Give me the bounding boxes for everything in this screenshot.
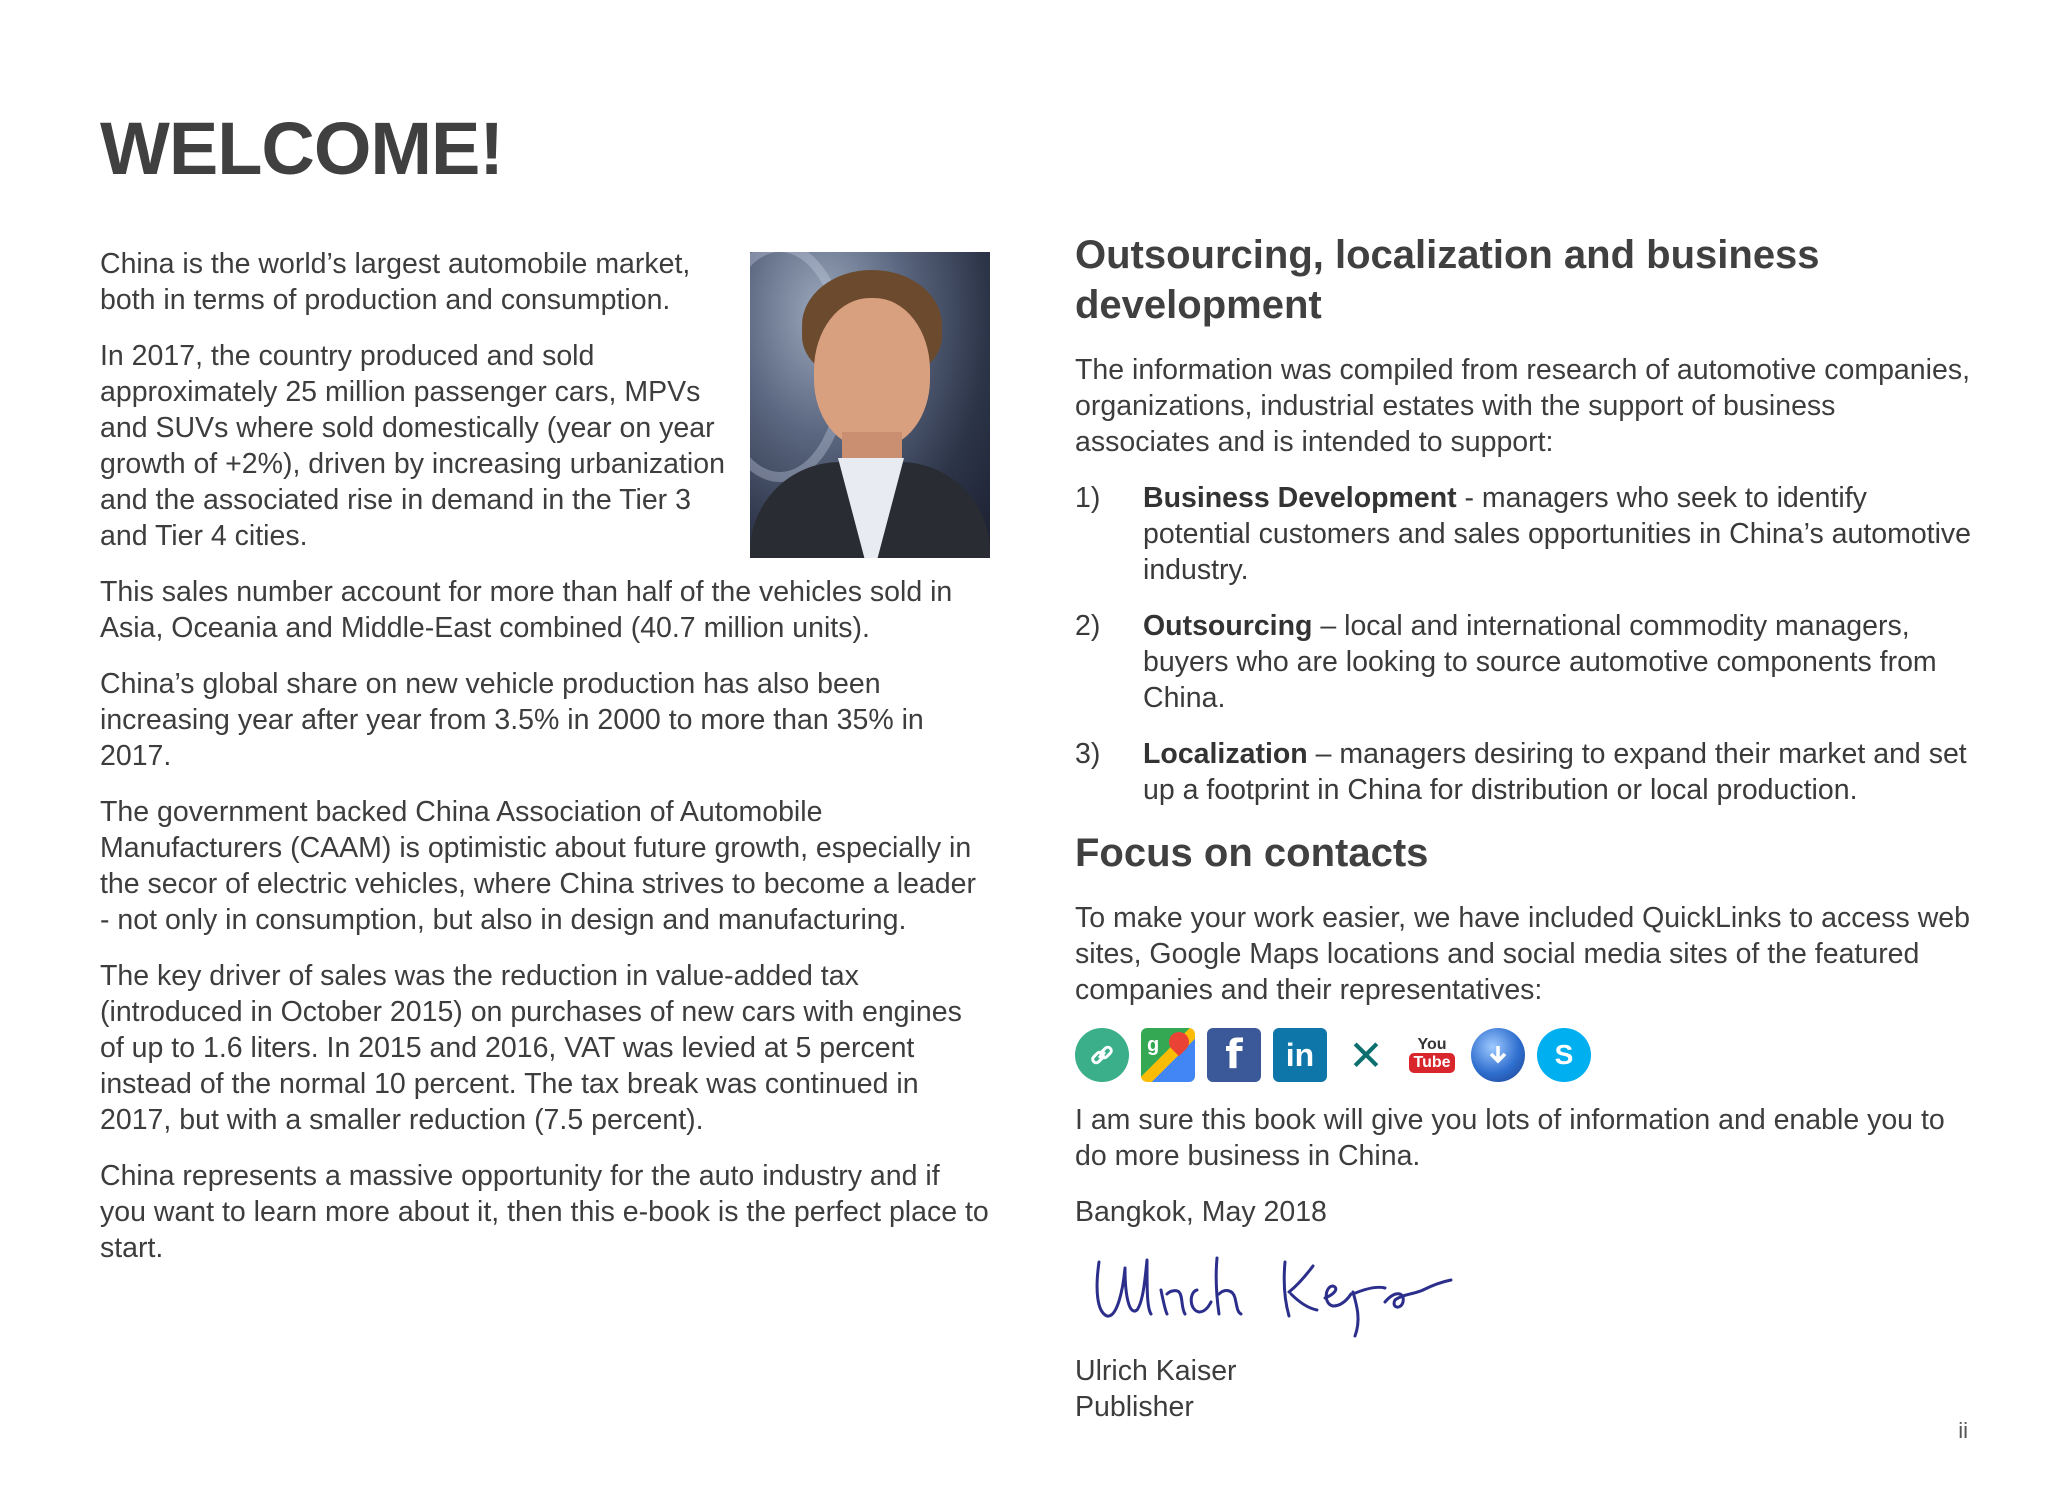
list-number: 2) <box>1075 610 1101 642</box>
list-item-description: – managers desiring to expand their market and set up a footprint in China for distribution or local production. <box>1143 738 1967 806</box>
section-heading-contacts: Focus on contacts <box>1075 831 1429 875</box>
skype-icon[interactable]: S <box>1537 1028 1591 1082</box>
publisher-role: Publisher <box>1075 1391 1194 1423</box>
intro-text: The information was compiled from research of automotive companies, organizations, industrial estates with the support of business associates and is intended to support: <box>1075 354 1970 458</box>
contacts-text: To make your work easier, we have included QuickLinks to access web sites, Google Maps locations and social media sites of the featured companies and their representatives: <box>1075 902 1971 1006</box>
list-item-description: - managers who seek to identify potential customers and sales opportunities in China’s automotive industry. <box>1143 482 1972 586</box>
signature <box>1085 1250 1975 1345</box>
page-title: WELCOME! <box>100 107 504 190</box>
list-item-description: – local and international commodity managers, buyers who are looking to source automotive components from China. <box>1143 610 1937 714</box>
list-item <box>1075 736 1975 808</box>
list-item-title: Business Development <box>1143 482 1457 514</box>
paragraph: This sales number account for more than half of the vehicles sold in Asia, Oceania and Middle-East combined (40.7 million units). <box>100 576 953 644</box>
publisher-photo <box>750 252 990 558</box>
right-column <box>1075 230 1975 1425</box>
list-number: 3) <box>1075 738 1101 770</box>
list-item <box>1075 480 1975 588</box>
link-icon[interactable] <box>1075 1028 1129 1082</box>
quicklinks-icons <box>1075 1028 1975 1082</box>
list-number: 1) <box>1075 482 1101 514</box>
google-maps-icon[interactable] <box>1141 1028 1195 1082</box>
paragraph: China’s global share on new vehicle production has also been increasing year after year from 3.5% in 2000 to more than 35% in 2017. <box>100 668 924 772</box>
paragraph: China represents a massive opportunity for the auto industry and if you want to learn more about it, then this e-book is the perfect place to start. <box>100 1160 989 1264</box>
page-number: ii <box>1958 1418 1968 1443</box>
list-item <box>1075 608 1975 716</box>
place-date: Bangkok, May 2018 <box>1075 1196 1327 1228</box>
list-item-title: Localization <box>1143 738 1308 770</box>
facebook-icon[interactable]: f <box>1207 1028 1261 1082</box>
download-icon[interactable] <box>1471 1028 1525 1082</box>
list-item-title: Outsourcing <box>1143 610 1313 642</box>
signature-block <box>1075 1353 1975 1425</box>
linkedin-icon[interactable]: in <box>1273 1028 1327 1082</box>
paragraph: The key driver of sales was the reduction in value-added tax (introduced in October 2015) on purchases of new cars with engines of up to 1.6 liters. In 2015 and 2016, VAT was levied at 5 percent instead of the normal 10 percent. The tax break was continued in 2017, but with a smaller reduction (7.5 percent). <box>100 960 962 1136</box>
publisher-name: Ulrich Kaiser <box>1075 1355 1237 1387</box>
xing-icon[interactable]: ✕ <box>1339 1028 1393 1082</box>
paragraph: China is the world’s largest automobile market, both in terms of production and consumption. <box>100 248 691 316</box>
youtube-icon[interactable]: You Tube <box>1405 1028 1459 1082</box>
left-column <box>100 246 990 1286</box>
maps-g-letter: g <box>1147 1034 1160 1056</box>
support-list <box>1075 480 1975 808</box>
paragraph: The government backed China Association of Automobile Manufacturers (CAAM) is optimistic about future growth, especially in the secor of electric vehicles, where China strives to become a leader - not only in consumption, but also in design and manufacturing. <box>100 796 976 936</box>
paragraph: In 2017, the country produced and sold approximately 25 million passenger cars, MPVs and SUVs where sold domestically (year on year growth of +2%), driven by increasing urbanization and the associated rise in demand in the Tier 3 and Tier 4 cities. <box>100 340 725 552</box>
section-heading-outsourcing: Outsourcing, localization and business development <box>1075 233 1820 327</box>
closing-text: I am sure this book will give you lots of information and enable you to do more business in China. <box>1075 1104 1945 1172</box>
